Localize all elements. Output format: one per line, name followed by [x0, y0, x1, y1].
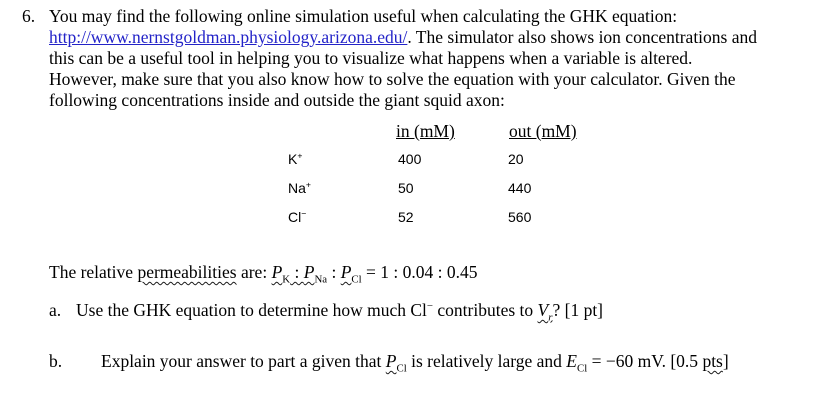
column-header-in [396, 121, 455, 142]
p-symbol: P [385, 351, 397, 371]
part-b-text-4: ] [722, 351, 729, 371]
ion-label-na [288, 179, 311, 197]
part-b-label: b. [49, 351, 63, 371]
r-subscript: r [548, 311, 553, 324]
conc-out-k: 20 [508, 151, 524, 167]
question-line-1: You may find the following online simulation useful when calculating the GHK equation: [49, 6, 678, 26]
column-header-out [509, 121, 577, 142]
conc-out-cl: 560 [508, 209, 532, 225]
p-symbol: P [271, 262, 283, 282]
ion-name: K [288, 151, 298, 167]
conc-in-k: 400 [398, 151, 422, 167]
pk-term [271, 262, 328, 286]
pcl-term [340, 262, 362, 286]
e-symbol: E [566, 351, 577, 371]
permeability-ratio: = 1 : 0.04 : 0.45 [361, 262, 478, 282]
ion-charge: − [301, 208, 307, 219]
ion-label-cl [288, 208, 306, 226]
ratio-sep: : [327, 262, 341, 282]
cl-subscript: Cl [577, 362, 588, 375]
simulator-link[interactable]: http://www.nernstgoldman.physiology.arizona.edu/ [49, 27, 408, 47]
vr-term [537, 300, 553, 324]
ion-label-k [288, 150, 302, 168]
pcl-term [385, 351, 407, 375]
cl-subscript: Cl [396, 362, 407, 375]
conc-out-na: 440 [508, 180, 532, 196]
question-line-2 [49, 27, 757, 48]
conc-in-cl: 52 [398, 209, 414, 225]
question-line-2-rest: . The simulator also shows ion concentrations and [407, 27, 757, 47]
question-line-5: following concentrations inside and outside the giant squid axon: [49, 90, 505, 110]
cl-charge: − [426, 300, 434, 313]
ion-name: Cl [288, 209, 302, 225]
p-symbol: P [340, 262, 352, 282]
na-subscript: Na [314, 273, 328, 286]
pts-word: pts [702, 351, 723, 371]
question-line-4: However, make sure that you also know how to solve the equation with your calculator. Given the [49, 69, 736, 89]
part-a-text-2: contributes to [433, 300, 538, 320]
permeability-mid: are: [236, 262, 272, 282]
ion-name: Na [288, 180, 306, 196]
column-header-out-text: out (mM) [509, 121, 577, 141]
ion-charge: + [297, 150, 303, 161]
part-a-text-3: ? [1 pt] [552, 300, 604, 320]
permeability-prefix: The relative [49, 262, 138, 282]
part-a-text [76, 300, 604, 324]
column-header-in-text: in (mM) [396, 121, 455, 141]
part-a-text-1: Use the GHK equation to determine how much Cl [76, 300, 427, 320]
part-b-text-2: is relatively large and [406, 351, 567, 371]
question-line-3: this can be a useful tool in helping you to visualize what happens when a variable is altered. [49, 48, 693, 68]
part-a-label: a. [49, 300, 62, 320]
part-b-text [101, 351, 729, 375]
conc-in-na: 50 [398, 180, 414, 196]
v-symbol: V [537, 300, 549, 320]
permeability-line [49, 262, 478, 286]
question-number: 6. [22, 6, 36, 26]
p-symbol: P [303, 262, 315, 282]
cl-subscript: Cl [351, 273, 362, 286]
ratio-sep: : [290, 262, 304, 282]
k-subscript: K [282, 273, 291, 286]
ion-charge: + [305, 179, 311, 190]
permeability-word: permeabilities [137, 262, 237, 282]
part-b-text-1: Explain your answer to part a given that [101, 351, 386, 371]
part-b-text-3: = −60 mV. [0.5 [587, 351, 703, 371]
